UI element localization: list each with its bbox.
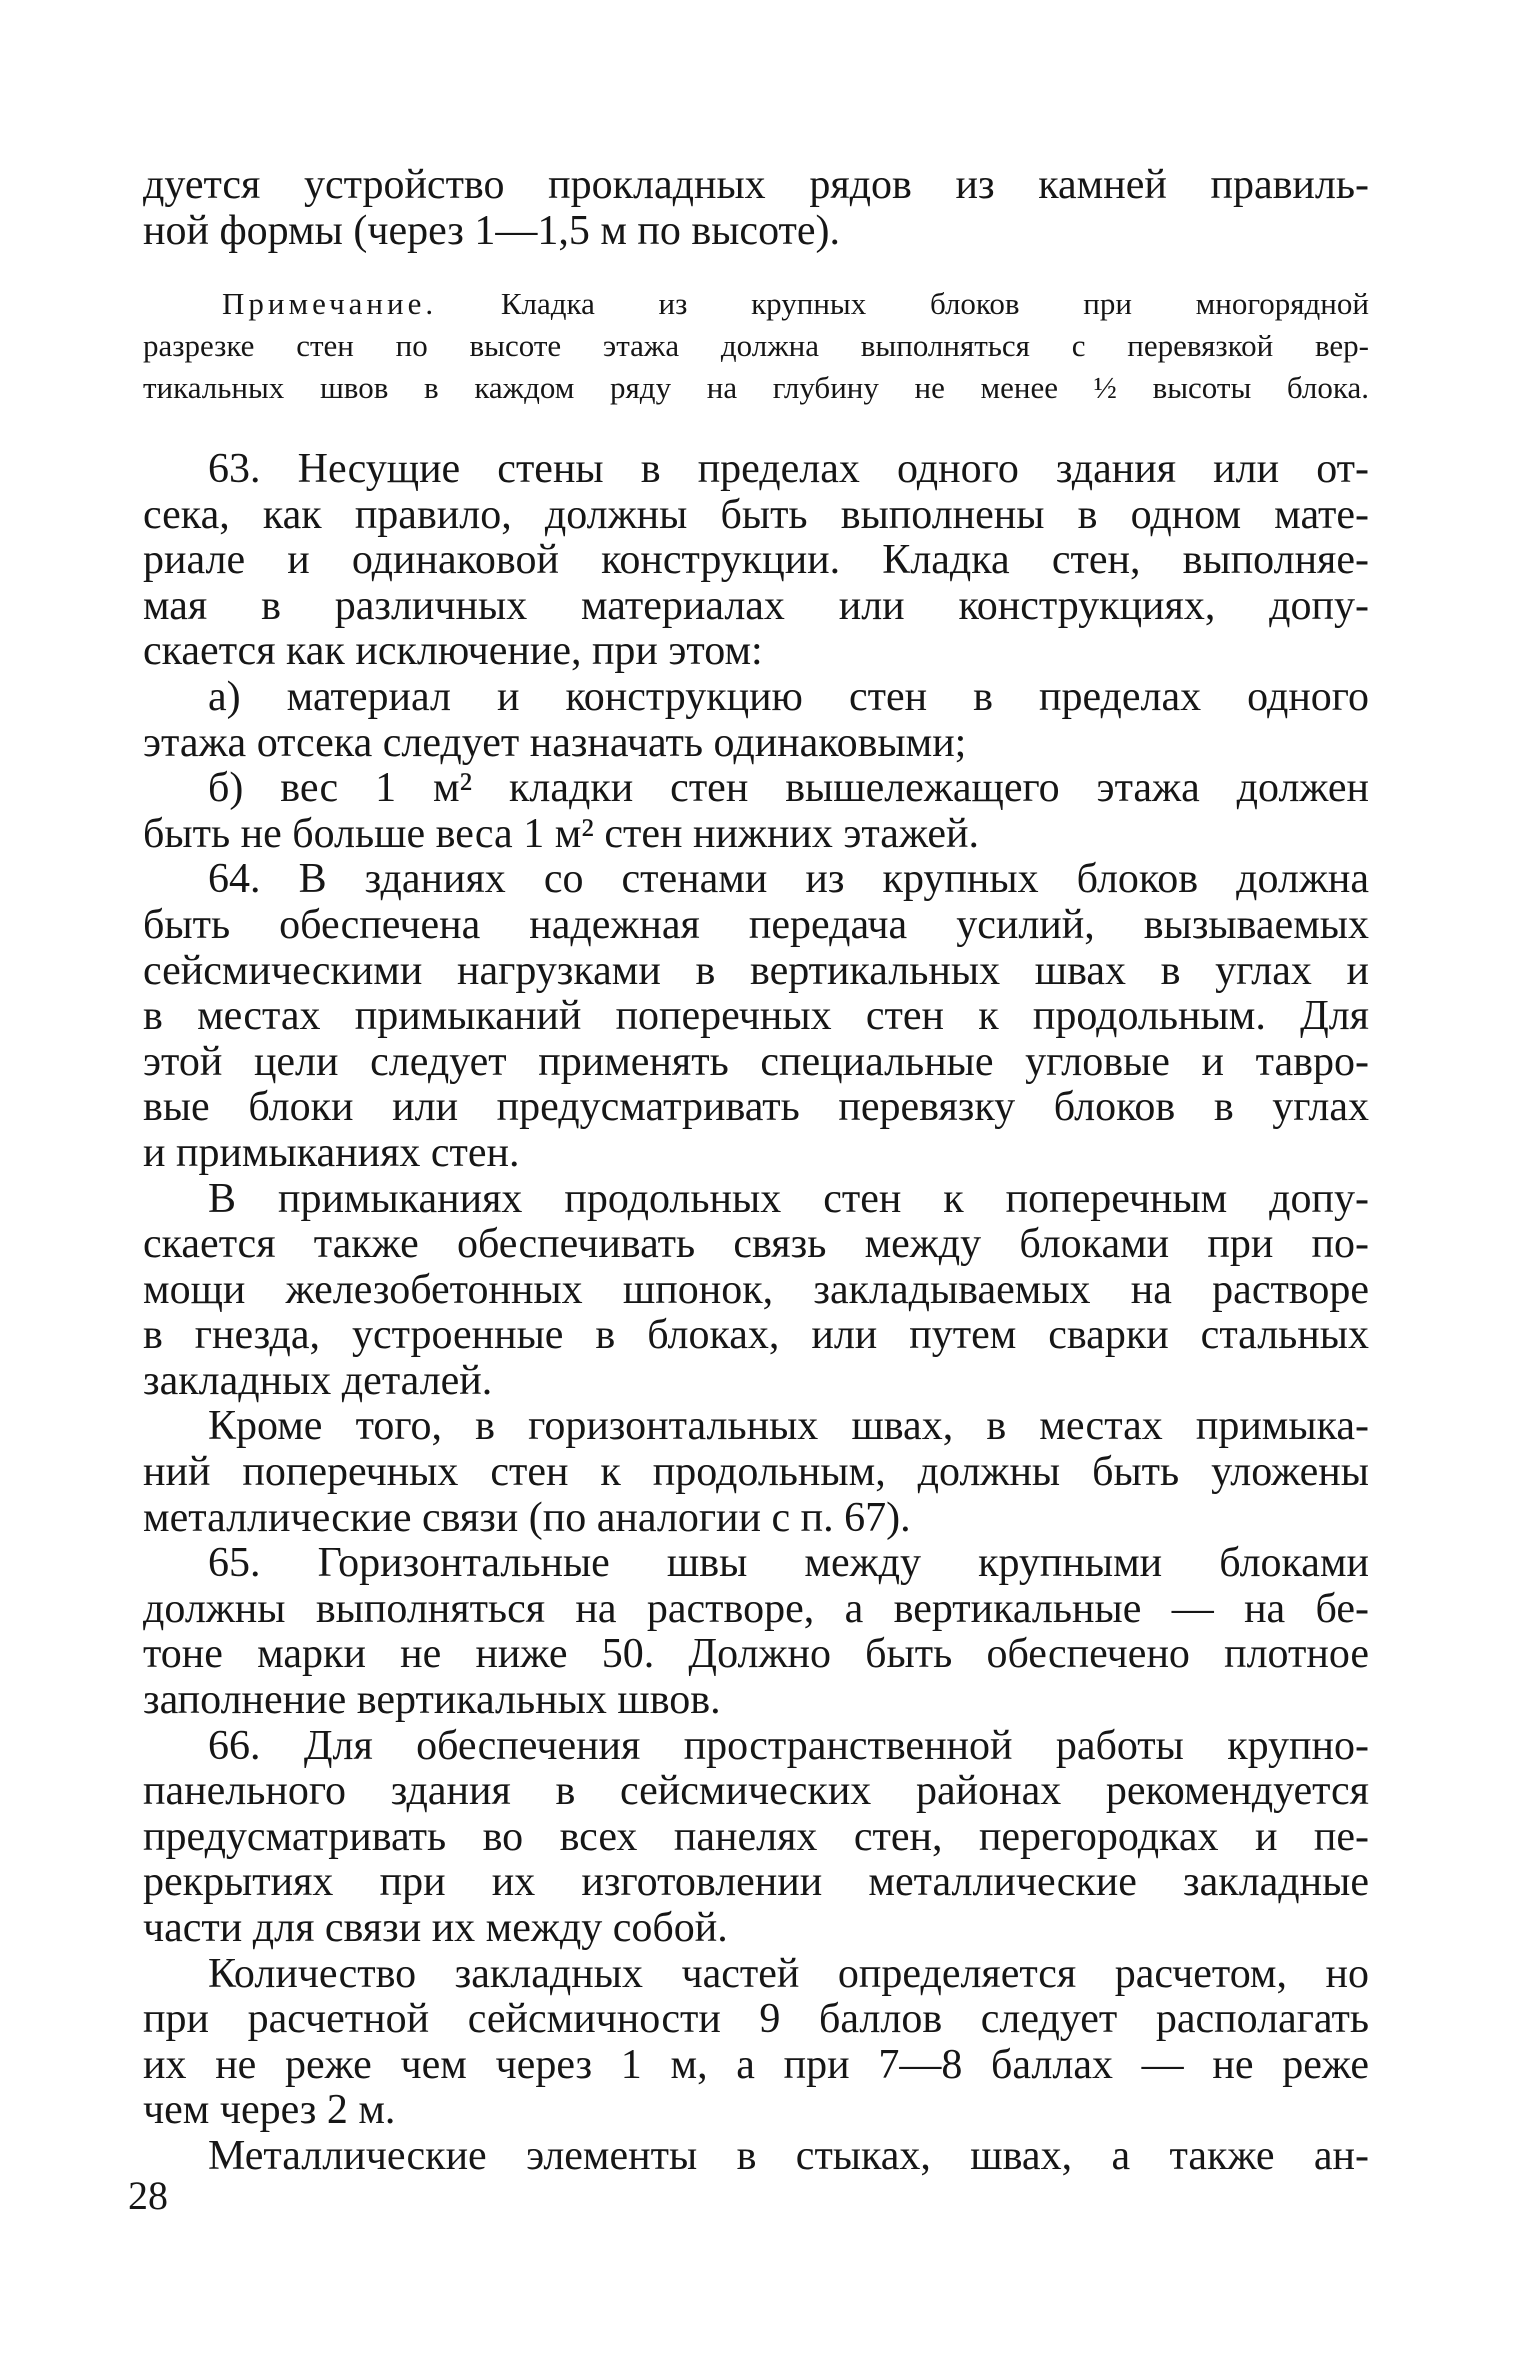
text-line: дуется устройство прокладных рядов из камней правиль- [143,162,1369,208]
text-line: сейсмическими нагрузками в вертикальных швах в углах и [143,947,1369,994]
text-line: ной формы (через 1—1,5 м по высоте). [143,207,840,254]
note-line: разрезке стен по высоте этажа должна выполняться с перевязкой вер- [143,328,1369,363]
text-line: части для связи их между собой. [143,1905,728,1951]
text-line: мая в различных материалах или конструкциях, допу- [143,582,1369,629]
text-line: и примыканиях стен. [143,1129,520,1176]
text-line: В примыканиях продольных стен к поперечным допу- [208,1175,1369,1222]
text-line: тоне марки не ниже 50. Должно быть обеспечено плотное [143,1631,1369,1678]
main-text [143,447,1369,2180]
page-number: 28 [128,2173,168,2218]
text-line: мощи железобетонных шпонок, закладываемых на растворе [143,1266,1369,1313]
text-line: риале и одинаковой конструкции. Кладка стен, выполняе- [143,537,1369,584]
note-block [222,283,1369,325]
text-line: б) вес 1 м² кладки стен вышележащего этажа должен [208,765,1369,812]
text-line: закладных деталей. [143,1357,493,1404]
note-first-line [222,283,1369,325]
text-line: этой цели следует применять специальные угловые и тавро- [143,1038,1369,1085]
text-line: 66. Для обеспечения пространственной работы крупно- [208,1722,1369,1769]
text-line: сека, как правило, должны быть выполнены в одном мате- [143,491,1369,538]
text-line: в местах примыканий поперечных стен к продольным. Для [143,993,1369,1040]
note-line: тикальных швов в каждом ряду на глубину не менее ½ высоты блока. [143,370,1369,405]
text-line: быть обеспечена надежная передача усилий, вызываемых [143,901,1369,948]
text-line: 64. В зданиях со стенами из крупных блоков должна [208,856,1369,903]
note-continuation [143,325,1369,409]
text-line: металлические связи (по аналогии с п. 67). [143,1494,911,1541]
text-line: рекрытиях при их изготовлении металлические закладные [143,1859,1369,1906]
text-line: этажа отсека следует назначать одинаковыми; [143,719,967,766]
text-line: в гнезда, устроенные в блоках, или путем сварки стальных [143,1312,1369,1359]
text-line: их не реже чем через 1 м, а при 7—8 баллах — не реже [143,2041,1369,2088]
text-line: ний поперечных стен к продольным, должны быть уложены [143,1449,1369,1496]
text-line: скается также обеспечивать связь между блоками при по- [143,1221,1369,1268]
text-line: предусматривать во всех панелях стен, перегородках и пе- [143,1813,1369,1860]
text-line: скается как исключение, при этом: [143,628,763,675]
text-line: Количество закладных частей определяется расчетом, но [208,1950,1369,1997]
text-line: вые блоки или предусматривать перевязку блоков в углах [143,1084,1369,1131]
note-first-line-text: Кладка из крупных блоков при многорядной [500,286,1369,321]
top-paragraph [143,163,1369,254]
text-line: панельного здания в сейсмических районах рекомендуется [143,1768,1369,1815]
text-line: Кроме того, в горизонтальных швах, в местах примыка- [208,1403,1369,1450]
text-line: чем через 2 м. [143,2087,396,2134]
text-line: 65. Горизонтальные швы между крупными блоками [208,1540,1369,1587]
text-line: 63. Несущие стены в пределах одного здания или от- [208,446,1369,492]
text-line: при расчетной сейсмичности 9 баллов следует располагать [143,1996,1369,2043]
text-line: быть не больше веса 1 м² стен нижних этажей. [143,810,980,857]
text-line: а) материал и конструкцию стен в пределах одного [208,673,1369,720]
note-label: Примечание. [222,286,438,321]
text-line: заполнение вертикальных швов. [143,1677,721,1724]
text-line: Металлические элементы в стыках, швах, а также ан- [208,2132,1369,2179]
text-line: должны выполняться на растворе, а вертикальные — на бе- [143,1585,1369,1632]
